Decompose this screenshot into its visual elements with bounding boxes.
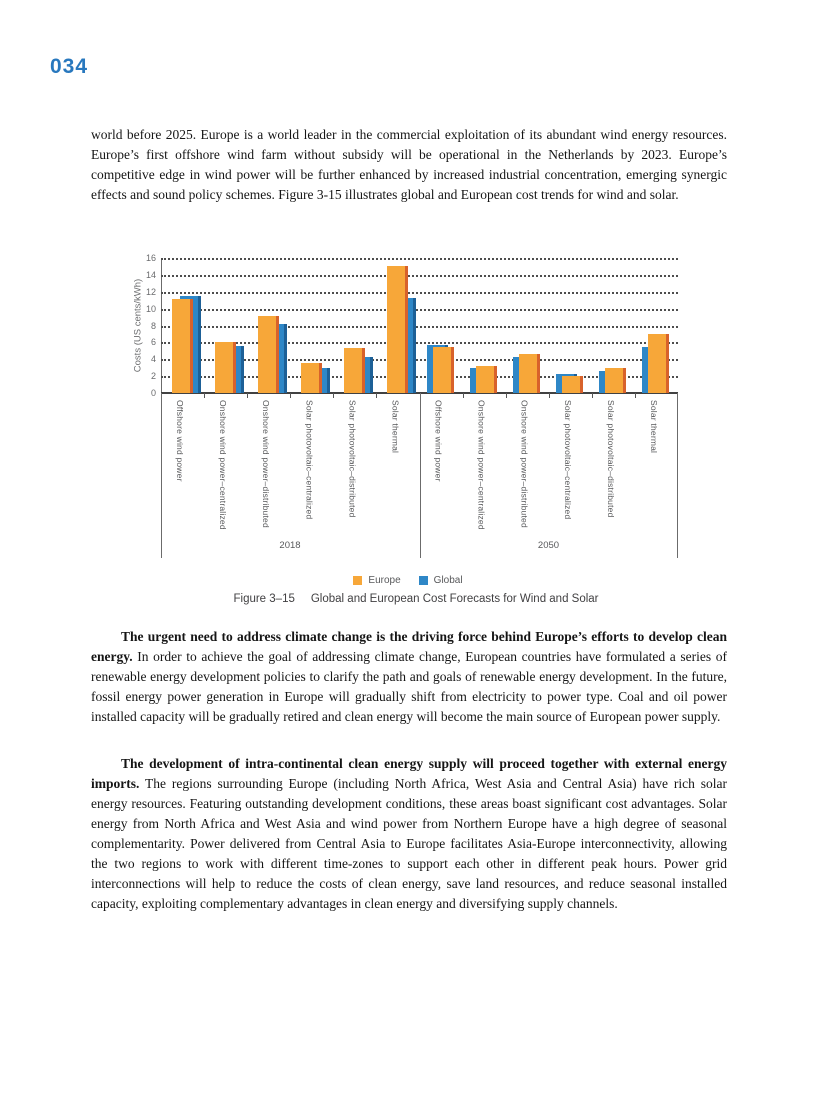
category-tick [247, 393, 248, 398]
category-label-2018-1: Onshore wind power–centralized [218, 400, 229, 530]
group-separator-0 [161, 393, 162, 558]
bar-europe-2018-2 [258, 316, 279, 393]
gridline-8 [161, 326, 678, 328]
y-tick-label-12: 12 [145, 286, 156, 297]
gridline-16 [161, 258, 678, 260]
category-tick [290, 393, 291, 398]
bar-europe-2018-1 [215, 342, 236, 393]
category-label-2018-2: Onshore wind power–distributed [261, 400, 272, 528]
legend-item-europe [353, 575, 400, 586]
figure-caption [91, 593, 741, 605]
category-label-2050-3: Solar photovoltaic–centralized [562, 400, 573, 520]
category-label-2050-2: Onshore wind power–distributed [519, 400, 530, 528]
category-label-2018-3: Solar photovoltaic–centralized [304, 400, 315, 520]
group-label-2018: 2018 [279, 540, 301, 551]
category-label-2050-5: Solar thermal [648, 400, 659, 454]
group-separator-1 [420, 393, 421, 558]
category-label-2018-5: Solar thermal [390, 400, 401, 454]
y-tick-label-16: 16 [145, 253, 156, 263]
category-label-2050-0: Offshore wind power [433, 400, 444, 482]
paragraph-intro [91, 125, 727, 205]
category-label-area [161, 393, 678, 560]
y-tick-label-10: 10 [145, 303, 156, 314]
category-tick [506, 393, 507, 398]
gridline-6 [161, 342, 678, 344]
legend-item-global [419, 575, 463, 586]
legend-swatch-europe [353, 576, 362, 585]
bar-europe-2050-5 [648, 334, 669, 393]
category-tick [549, 393, 550, 398]
y-tick-label-8: 8 [150, 320, 156, 331]
chart-legend [128, 573, 688, 587]
y-tick-label-14: 14 [145, 269, 156, 280]
paragraph-intro-text: world before 2025. Europe is a world leader in the commercial exploitation of its abundant wind energy resources. Europe’s first offshore wind farm without subsidy will be operational in the Netherlands by 2023. Europe’s competitive edge in wind power will be further enhanced by increased industrial concentration, emerging synergic effects and sound policy schemes. Figure 3-15 illustrates global and European cost trends for wind and solar. [91, 127, 727, 202]
bar-europe-2018-5 [387, 266, 408, 393]
y-tick-label-2: 2 [150, 371, 156, 382]
paragraph-imports-lead: The development of intra-continental clean energy supply will proceed together with external energy imports. [91, 756, 727, 791]
bar-europe-2050-0 [433, 347, 454, 393]
paragraph-climate-lead: The urgent need to address climate change is the driving force behind Europe’s efforts to develop clean energy. [91, 629, 727, 664]
figure-caption-title: Global and European Cost Forecasts for Wind and Solar [310, 593, 599, 605]
gridline-10 [161, 309, 678, 311]
y-tick-label-6: 6 [150, 337, 156, 348]
paragraph-imports-text: The regions surrounding Europe (including North Africa, West Asia and Central Asia) have rich solar energy resources. Featuring outstanding development conditions, these areas boast significant cost advantages. Solar energy from North Africa and West Asia and wind power from Northern Europe have a high degree of seasonal complementarity. Power delivered from Central Asia to Europe facilitates Asia-Europe interconnectivity, allowing the two regions to work with different time-zones to support each other in different peak hours. Power grid interconnections will help to reduce the costs of clean energy, save land resources, and reduce seasonal installed capacity, exploiting complementary advantages in clean energy and diversifying supply channels. [91, 776, 727, 911]
group-separator-2 [677, 393, 678, 558]
paragraph-climate [91, 627, 727, 727]
group-label-2050: 2050 [537, 540, 560, 551]
category-label-2050-1: Onshore wind power–centralized [476, 400, 487, 530]
legend-label-europe: Europe [368, 574, 401, 586]
category-tick [333, 393, 334, 398]
bar-europe-2050-3 [562, 376, 583, 393]
plot-area [161, 258, 678, 393]
category-tick [463, 393, 464, 398]
y-tick-label-0: 0 [150, 388, 156, 398]
gridline-14 [161, 275, 678, 277]
category-tick [592, 393, 593, 398]
category-tick [635, 393, 636, 398]
category-label-2018-4: Solar photovoltaic–distributed [347, 400, 358, 518]
legend-label-global: Global [433, 574, 463, 586]
category-tick [204, 393, 205, 398]
cost-forecast-bar-chart [128, 252, 688, 568]
bar-europe-2018-0 [172, 299, 193, 393]
page-number: 034 [50, 55, 89, 78]
paragraph-imports [91, 754, 727, 914]
bar-europe-2050-2 [519, 354, 540, 393]
figure-caption-label: Figure 3–15 [233, 593, 295, 605]
bar-europe-2050-4 [605, 368, 626, 393]
paragraph-climate-text: In order to achieve the goal of addressing climate change, European countries have formulated a series of renewable energy development policies to clarify the path and goals of renewable energy development. In the future, fossil energy power generation in Europe will gradually shift from electricity to power type. Coal and oil power installed capacity will be gradually retired and clean energy will become the main source of European power supply. [91, 649, 727, 724]
category-tick [376, 393, 377, 398]
category-label-2018-0: Offshore wind power [175, 400, 185, 482]
bar-europe-2050-1 [476, 366, 497, 393]
y-axis-label: Costs (US cents/kWh) [132, 278, 144, 373]
bar-europe-2018-4 [344, 348, 365, 393]
gridline-12 [161, 292, 678, 294]
y-tick-label-4: 4 [150, 354, 156, 365]
category-label-2050-4: Solar photovoltaic–distributed [605, 400, 616, 518]
legend-swatch-global [419, 576, 428, 585]
bar-europe-2018-3 [301, 363, 322, 393]
